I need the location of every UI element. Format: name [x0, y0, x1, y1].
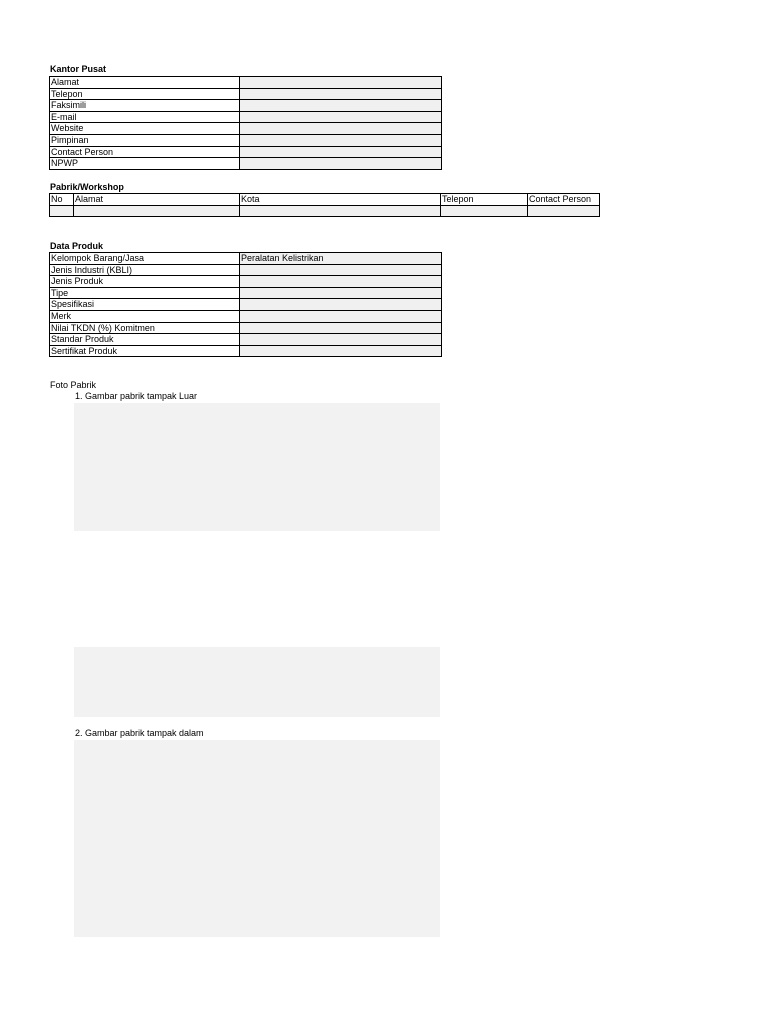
- cell-contact-person[interactable]: [528, 205, 600, 217]
- row-label: Contact Person: [50, 146, 240, 158]
- table-row: [50, 77, 442, 89]
- table-row: [50, 123, 442, 135]
- photo-placeholder-luar-1[interactable]: [74, 403, 440, 531]
- data-produk-title: Data Produk: [50, 241, 104, 251]
- table-row: [50, 100, 442, 112]
- foto-item-luar-label: 1. Gambar pabrik tampak Luar: [75, 391, 198, 401]
- column-header-alamat: Alamat: [74, 194, 240, 206]
- column-header-telepon: Telepon: [441, 194, 528, 206]
- row-label: Nilai TKDN (%) Komitmen: [50, 322, 240, 334]
- row-label: Tipe: [50, 287, 240, 299]
- table-row: [50, 334, 442, 346]
- table-row: [50, 205, 600, 217]
- table-row: [50, 345, 442, 357]
- cell-alamat[interactable]: [74, 205, 240, 217]
- table-row: [50, 111, 442, 123]
- row-label: Jenis Produk: [50, 276, 240, 288]
- value-cell[interactable]: [240, 111, 442, 123]
- value-cell[interactable]: [240, 287, 442, 299]
- value-cell[interactable]: [240, 322, 442, 334]
- value-cell[interactable]: [240, 88, 442, 100]
- table-row: [50, 158, 442, 170]
- row-label: Pimpinan: [50, 134, 240, 146]
- value-cell[interactable]: [240, 299, 442, 311]
- kantor-pusat-title: Kantor Pusat: [50, 64, 107, 74]
- foto-item-dalam-label: 2. Gambar pabrik tampak dalam: [75, 728, 204, 738]
- row-label: Jenis Industri (KBLI): [50, 264, 240, 276]
- value-cell[interactable]: [240, 276, 442, 288]
- table-row: [50, 287, 442, 299]
- value-cell[interactable]: [240, 77, 442, 89]
- table-header-row: [50, 194, 600, 206]
- table-row: [50, 146, 442, 158]
- table-row: [50, 134, 442, 146]
- value-cell[interactable]: Peralatan Kelistrikan: [240, 253, 442, 265]
- table-row: [50, 299, 442, 311]
- data-produk-table: [49, 252, 442, 357]
- value-cell[interactable]: [240, 158, 442, 170]
- value-cell[interactable]: [240, 264, 442, 276]
- table-row: [50, 253, 442, 265]
- pabrik-title: Pabrik/Workshop: [50, 182, 124, 192]
- value-cell[interactable]: [240, 146, 442, 158]
- table-row: [50, 310, 442, 322]
- cell-no[interactable]: [50, 205, 74, 217]
- cell-kota[interactable]: [240, 205, 441, 217]
- row-label: NPWP: [50, 158, 240, 170]
- table-row: [50, 322, 442, 334]
- row-label: E-mail: [50, 111, 240, 123]
- column-header-contact-person: Contact Person: [528, 194, 600, 206]
- cell-telepon[interactable]: [441, 205, 528, 217]
- row-label: Kelompok Barang/Jasa: [50, 253, 240, 265]
- value-cell[interactable]: [240, 334, 442, 346]
- row-label: Alamat: [50, 77, 240, 89]
- value-cell[interactable]: [240, 123, 442, 135]
- table-row: [50, 276, 442, 288]
- value-cell[interactable]: [240, 310, 442, 322]
- value-cell[interactable]: [240, 100, 442, 112]
- value-cell[interactable]: [240, 345, 442, 357]
- row-label: Faksimili: [50, 100, 240, 112]
- table-row: [50, 88, 442, 100]
- row-label: Standar Produk: [50, 334, 240, 346]
- pabrik-table: [49, 193, 600, 217]
- column-header-kota: Kota: [240, 194, 441, 206]
- value-cell[interactable]: [240, 134, 442, 146]
- row-label: Spesifikasi: [50, 299, 240, 311]
- column-header-no: No: [50, 194, 74, 206]
- row-label: Merk: [50, 310, 240, 322]
- foto-pabrik-title: Foto Pabrik: [50, 380, 97, 390]
- row-label: Telepon: [50, 88, 240, 100]
- photo-placeholder-dalam[interactable]: [74, 740, 440, 937]
- row-label: Sertifikat Produk: [50, 345, 240, 357]
- table-row: [50, 264, 442, 276]
- row-label: Website: [50, 123, 240, 135]
- photo-placeholder-luar-2[interactable]: [74, 647, 440, 717]
- kantor-pusat-table: [49, 76, 442, 170]
